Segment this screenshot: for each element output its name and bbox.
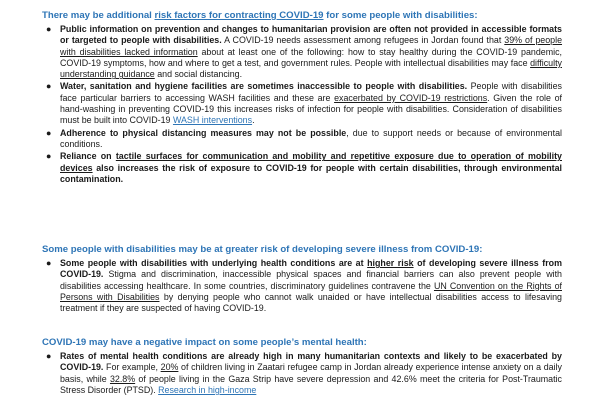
section-severe-illness — [42, 244, 562, 315]
zaatari-statistic-link[interactable]: 20% — [160, 362, 179, 373]
list-item: ● Adherence to physical distancing measures may not be possible, due to support needs or because of environmental conditions. — [46, 127, 562, 149]
research-link[interactable]: Research in high-income — [158, 384, 257, 395]
bullet-icon: ● — [46, 351, 52, 361]
severe-illness-list — [42, 258, 562, 314]
bullet-icon: ● — [46, 258, 52, 268]
mental-health-list — [42, 351, 562, 396]
risk-factors-list — [42, 24, 562, 185]
list-item: ● Reliance on tactile surfaces for communication and mobility and repetitive exposure due to operation of mobility devices also increases the risk of exposure to COVID-19 for people with certain disabilities, through environmental contamination. — [46, 151, 562, 184]
bullet-icon: ● — [46, 24, 52, 34]
bullet-icon: ● — [46, 151, 52, 162]
section-risk-factors — [42, 10, 562, 186]
section-heading-risk-factors: There may be additional risk factors for contracting COVID-19 for some people with disabilities: — [42, 10, 478, 21]
risk-factors-link[interactable]: risk factors for contracting COVID-19 — [154, 10, 324, 21]
list-item: ● Some people with disabilities with underlying health conditions are at higher risk of developing severe illness from COVID-19. Stigma and discrimination, inaccessible physical spaces and financial barriers can also prevent people with disabilities accessing healthcare. In some countries, discriminatory guidelines contravene the UN Convention on the Rights of Persons with Disabilities by denying people who cannot walk unaided or have intellectual disabilities access to lifesaving treatment if they are suspected of having COVID-19. — [46, 258, 562, 314]
list-item: ● Public information on prevention and changes to humanitarian provision are often not provided in accessible formats or targeted to people with disabilities. A COVID-19 needs assessment among refugees in Jordan found that 39% of people with disabilities lacked information about at least one of the following: how to stay healthy during the COVID-19 pandemic, COVID-19 symptoms, how and where to get a test, and government rules. People with intellectual disabilities may face difficulty understanding guidance and social distancing. — [46, 24, 563, 80]
list-item: ● Water, sanitation and hygiene facilities are sometimes inaccessible to people with disabilities. People with disabilities face particular barriers to accessing WASH facilities and these are exacerbated by COVID-19 restrictions. Given the role of hand-washing in preventing COVID-19 this increases risks of infection for people with disabilities. Consideration of disabilities must be built into COVID-19 WASH interventions. — [46, 81, 562, 126]
gaza-statistic-link[interactable]: 32.8% — [109, 373, 136, 384]
info-gap-link[interactable]: 39% of people with disabilities lacked information — [60, 35, 563, 57]
bullet-icon: ● — [46, 81, 52, 92]
bullet-icon: ● — [46, 127, 52, 138]
restrictions-link[interactable]: exacerbated by COVID-19 restrictions — [334, 92, 488, 103]
section-heading-severe-illness: Some people with disabilities may be at greater risk of developing severe illness from COVID-19: — [42, 244, 483, 255]
tactile-surfaces-link[interactable]: tactile surfaces for communication and mobility and repetitive exposure due to operation of mobility devices — [60, 151, 562, 173]
wash-interventions-link[interactable]: WASH interventions — [172, 115, 253, 126]
higher-risk-link[interactable]: higher risk — [367, 258, 414, 268]
section-heading-mental-health: COVID-19 may have a negative impact on some people’s mental health: — [42, 337, 367, 348]
list-item: ● Rates of mental health conditions are already high in many humanitarian contexts and likely to be exacerbated by COVID-19. For example, 20% of children living in Zaatari refugee camp in Jordan already experience intense anxiety on a daily basis, while 32.8% of people living in the Gaza Strip have severe depression and 42.6% meet the criteria for Post-Traumatic Stress Disorder (PTSD). Research in high-income — [46, 351, 562, 395]
guidance-link[interactable]: difficulty understanding guidance — [60, 57, 562, 80]
un-convention-link[interactable]: UN Convention on the Rights of Persons with Disabilities — [60, 280, 562, 302]
section-mental-health — [42, 337, 562, 397]
